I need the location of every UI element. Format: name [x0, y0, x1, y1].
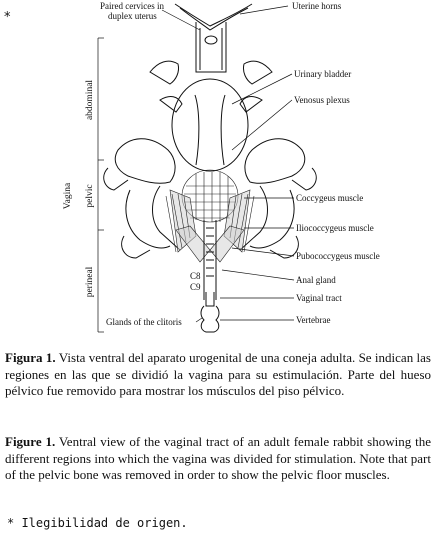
urinary-bladder-drawing: [172, 79, 248, 171]
vaginal-tract-drawing: [201, 220, 219, 332]
pelvic-bone-left: [115, 139, 175, 184]
pelvic-bone-right: [245, 139, 305, 184]
label-urinary-bladder: Urinary bladder: [294, 69, 352, 79]
label-coccygeus: Coccygeus muscle: [296, 193, 364, 203]
label-vagina: Vagina: [63, 182, 73, 210]
caption-english-text: Ventral view of the vaginal tract of an adult female rabbit showing the different regions into which the vagina was divided for stimulation. Note that part of the pelvic bone was removed in order to show the pelvic floor muscles.: [5, 434, 431, 482]
label-venous-plexus: Venosus plexus: [294, 95, 350, 105]
label-glands-clitoris: Glands of the clitoris: [106, 317, 182, 327]
label-iliococcygeus: Iliococcygeus muscle: [296, 223, 374, 233]
region-bracket: [98, 38, 104, 332]
leader-lines: [162, 6, 294, 322]
caption-spanish: [5, 350, 431, 400]
label-anal-gland: Anal gland: [296, 275, 336, 285]
label-paired-cervices-1: Paired cervices in: [100, 1, 164, 11]
label-region-pelvic: pelvic: [85, 184, 95, 208]
caption-spanish-label: Figura 1.: [5, 350, 56, 365]
label-pubococcygeus: Pubococcygeus muscle: [296, 251, 380, 261]
label-region-abdominal: abdominal: [85, 79, 95, 121]
footnote: * Ilegibilidad de origen.: [7, 516, 188, 530]
label-c8: C8: [190, 271, 201, 281]
caption-spanish-text: Vista ventral del aparato urogenital de una coneja adulta. Se indican las regiones en las que se dividió la vagina para su estimulación. Parte del hueso pélvico fue removido para mostrar los músculos del piso pélvico.: [5, 350, 431, 398]
label-uterine-horns: Uterine horns: [292, 1, 342, 11]
asterisk-mark: *: [4, 10, 11, 25]
label-region-perineal: perineal: [85, 266, 95, 298]
label-paired-cervices-2: duplex uterus: [108, 11, 157, 21]
caption-english: [5, 434, 431, 484]
label-vertebrae: Vertebrae: [296, 315, 331, 325]
pelvic-floor-muscles: [166, 190, 254, 262]
caption-english-label: Figure 1.: [5, 434, 56, 449]
label-vaginal-tract: Vaginal tract: [296, 293, 342, 303]
label-c9: C9: [190, 282, 201, 292]
